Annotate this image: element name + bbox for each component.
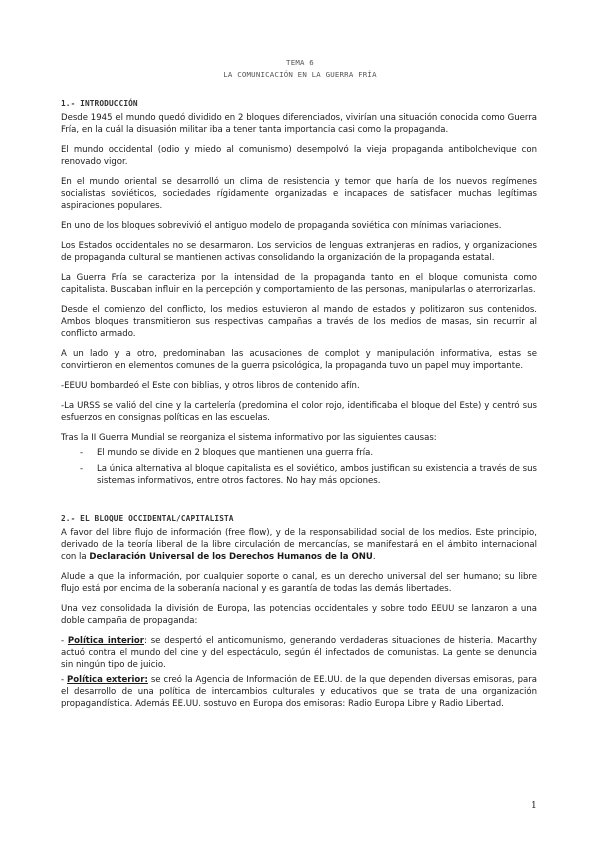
paragraph: Tras la II Guerra Mundial se reorganiza el sistema informativo por las siguientes causas: <box>61 433 437 443</box>
paragraph: Desde 1945 el mundo quedó dividido en 2 bloques diferenciados, vivirían una situación conocida como Guerra Fría, en la cuál la disuasión militar iba a tener tanta importancia casi como la propaganda. <box>61 113 537 135</box>
paragraph: A un lado y a otro, predominaban las acusaciones de complot y manipulación informativa, estas se convirtieron en elementos comunes de la guerra psicológica, la propaganda tuvo un papel muy importante. <box>61 349 537 371</box>
paragraph: El mundo occidental (odio y miedo al comunismo) desempolvó la vieja propaganda antibolchevique con renovado vigor. <box>61 145 537 167</box>
paragraph-text: se creó la Agencia de Información de EE.UU. de la que dependen diversas emisoras, para el desarrollo de una política de intercambios culturales y educativos que se trata de una organización propagandística. Además EE.UU. sostuvo en Europa dos emisoras: Radio Europa Libre y Radio Libertad. <box>61 675 538 709</box>
topic-title: LA COMUNICACIÓN EN LA GUERRA FRÍA <box>223 70 377 79</box>
paragraph: -La URSS se valió del cine y la cartelería (predomina el color rojo, identificaba el bloque del Este) y centró sus esfuerzos en consignas políticas en las escuelas. <box>61 401 537 423</box>
paragraph: La Guerra Fría se caracteriza por la intensidad de la propaganda tanto en el bloque comunista como capitalista. Buscaban influir en la percepción y comportamiento de las personas, manipularlas o aterrorizarlas. <box>61 273 537 295</box>
paragraph-text: : se despertó el anticomunismo, generando verdaderas situaciones de histeria. Macarthy actuó contra el mundo del cine y del espectáculo, según él infectados de comunistas. La gente se denuncia sin ningún tipo de juicio. <box>61 636 537 670</box>
bold-declaration-text: Declaración Universal de los Derechos Humanos de la ONU <box>89 552 373 562</box>
paragraph <box>61 527 537 563</box>
paragraph <box>61 674 537 710</box>
document-title-block <box>0 57 600 81</box>
bullet-list-causas <box>61 447 537 487</box>
list-item-text: El mundo se divide en 2 bloques que mantienen una guerra fría. <box>97 448 374 458</box>
label-politica-exterior: Política exterior: <box>67 675 148 685</box>
list-item-text: La única alternativa al bloque capitalista es el soviético, ambos justifican su existencia a través de sus sistemas informativos, entre otros factores. No hay más opciones. <box>97 464 537 486</box>
item-prefix: - <box>61 675 68 685</box>
item-prefix: - <box>61 636 68 646</box>
topic-number: TEMA 6 <box>286 58 314 67</box>
paragraph-text: A favor del libre flujo de información (free flow), y de la responsabilidad social de los medios. Este principio, derivado de la teoría liberal de la libre circulación de mercancías, se manifestará en el ámbito internacional con la <box>61 528 537 562</box>
bullet-dash: - <box>80 464 84 474</box>
document-body <box>61 98 537 718</box>
paragraph: Una vez consolidada la división de Europa, las potencias occidentales y sobre todo EEUU se lanzaron a una doble campaña de propaganda: <box>61 604 537 626</box>
paragraph: En uno de los bloques sobrevivió el antiguo modelo de propaganda soviética con mínimas variaciones. <box>61 221 502 231</box>
bullet-dash: - <box>80 448 84 458</box>
paragraph <box>61 635 537 671</box>
list-item <box>61 463 537 487</box>
label-politica-interior: Política interior <box>67 636 144 646</box>
section-heading-bloque-occidental: 2.- EL BLOQUE OCCIDENTAL/CAPITALISTA <box>61 514 234 523</box>
paragraph: Desde el comienzo del conflicto, los medios estuvieron al mando de estados y politizaron sus contenidos. Ambos bloques transmitieron sus respectivas campañas a través de los medios de masas, sin recurrir al conflicto armado. <box>61 305 537 339</box>
paragraph: -EEUU bombardeó el Este con biblias, y otros libros de contenido afín. <box>61 381 360 391</box>
section-spacer <box>61 495 537 513</box>
page-number: 1 <box>531 801 537 811</box>
paragraph: Alude a que la información, por cualquier soporte o canal, es un derecho universal del ser humano; su libre flujo está por encima de la soberanía nacional y es garantía de todas las demás libertades. <box>61 572 537 594</box>
paragraph: Los Estados occidentales no se desarmaron. Los servicios de lenguas extranjeras en radios, y organizaciones de propaganda cultural se mantienen activas consolidando la organización de la propaganda estatal. <box>61 241 537 263</box>
paragraph: En el mundo oriental se desarrolló un clima de resistencia y temor que haría de los nuevos regímenes socialistas soviéticos, sociedades rígidamente organizadas e incapaces de satisfacer muchas legítimas aspiraciones populares. <box>61 177 537 211</box>
paragraph-text-end: . <box>372 552 376 562</box>
list-item <box>61 447 537 459</box>
section-heading-introduccion: 1.- INTRODUCCIÓN <box>61 99 138 108</box>
